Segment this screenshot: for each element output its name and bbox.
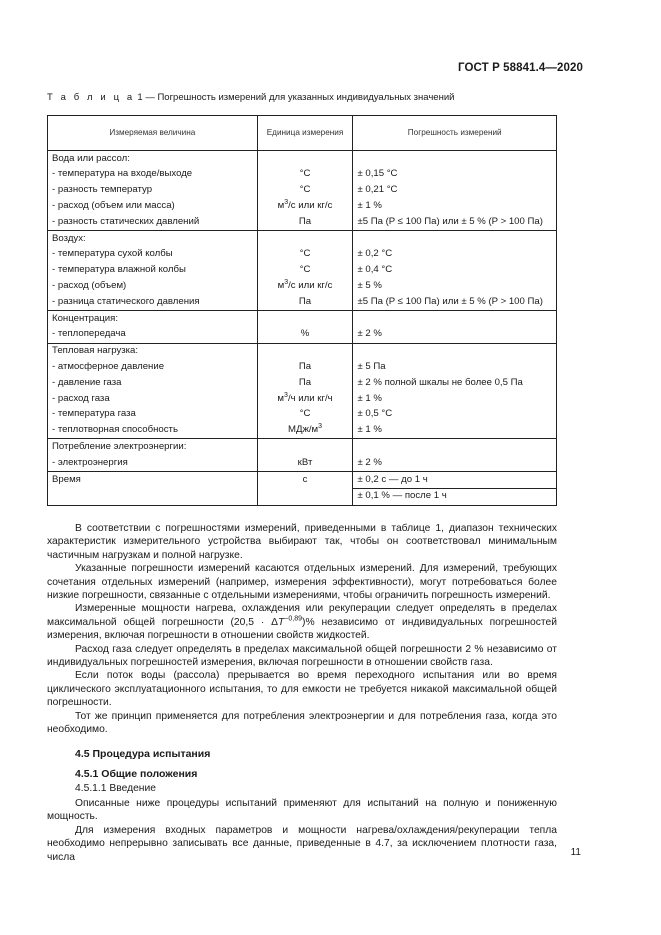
row-error: ± 0,1 % — после 1 ч (353, 488, 557, 505)
table-row (48, 327, 557, 343)
row-unit: Па (257, 294, 353, 310)
row-unit: °C (257, 167, 353, 183)
row-unit: кВт (257, 455, 353, 471)
group-title-row (48, 230, 557, 246)
row-quantity: - разность статических давлений (48, 214, 258, 230)
row-quantity: - температура влажной колбы (48, 263, 258, 279)
group-title: Время (48, 471, 258, 488)
row-quantity: - разность температур (48, 183, 258, 199)
body-paragraphs (47, 522, 557, 737)
table-header-row (48, 116, 557, 151)
subsubsection-heading: 4.5.1.1 Введение (75, 783, 156, 794)
table-row (48, 247, 557, 263)
table-row (48, 294, 557, 310)
paragraph: В соответствии с погрешностями измерений, приведенными в таблице 1, диапазон технических характеристик измерительного устройства выбирают так, чтобы он соответствовал минимальным частичным нагрузкам и полной нагрузке. (47, 523, 557, 561)
table-row (48, 183, 557, 199)
table-row (48, 278, 557, 294)
row-quantity: - расход газа (48, 391, 258, 407)
paragraph: Описанные ниже процедуры испытаний применяют для испытаний на полную и пониженную мощность. (47, 798, 557, 823)
table-caption (47, 92, 454, 103)
group-title-row (48, 151, 557, 167)
section-heading: 4.5 Процедура испытания (75, 748, 211, 760)
row-unit: °C (257, 247, 353, 263)
row-quantity: - электроэнергия (48, 455, 258, 471)
page-number: 11 (570, 847, 581, 858)
section-paragraphs (47, 797, 557, 864)
subsection-heading: 4.5.1 Общие положения (75, 768, 198, 780)
row-quantity: - расход (объем) (48, 278, 258, 294)
row-unit: $м^3/с$ или кг/с (257, 198, 353, 214)
row-error: ± 5 Па (353, 359, 557, 375)
row-error: ± 1 % (353, 198, 557, 214)
table-row (48, 488, 557, 505)
row-unit: Па (257, 359, 353, 375)
row-error: ± 0,2 °C (353, 247, 557, 263)
row-error: ± 2 % (353, 327, 557, 343)
table-row (48, 455, 557, 471)
row-quantity: - атмосферное давление (48, 359, 258, 375)
row-quantity: - температура на входе/выходе (48, 167, 258, 183)
row-error: ± 2 % (353, 455, 557, 471)
paragraph: Тот же принцип применяется для потребления электроэнергии и для потребления газа, когда это необходимо. (47, 710, 557, 736)
row-unit: Па (257, 214, 353, 230)
row-quantity: - теплотворная способность (48, 423, 258, 439)
measurement-error-table (47, 115, 557, 506)
row-quantity: - давление газа (48, 375, 258, 391)
row-quantity: - расход (объем или масса) (48, 198, 258, 214)
header-quantity: Измеряемая величина (48, 116, 258, 151)
group-title-row (48, 439, 557, 455)
row-unit: % (257, 327, 353, 343)
row-error: ± 0,5 °C (353, 407, 557, 423)
row-error: ±5 Па (P ≤ 100 Па) или ± 5 % (P > 100 Па) (353, 294, 557, 310)
row-unit: °C (257, 183, 353, 199)
table-row (48, 214, 557, 230)
row-unit: $м^3/с$ или кг/с (257, 278, 353, 294)
table-row (48, 407, 557, 423)
table-caption-prefix: Т а б л и ц а (47, 92, 135, 103)
row-error: ± 0,2 с — до 1 ч (353, 471, 557, 488)
paragraph: Если поток воды (рассола) прерывается во время переходного испытания или во время циклического эксплуатационного испытания, то для емкости не требуется никакой максимальной общей погрешности. (47, 670, 557, 709)
row-unit: с (257, 471, 353, 488)
row-quantity: - разница статического давления (48, 294, 258, 310)
row-unit: °C (257, 407, 353, 423)
row-error: ±5 Па (P ≤ 100 Па) или ± 5 % (P > 100 Па) (353, 214, 557, 230)
row-quantity: - температура сухой колбы (48, 247, 258, 263)
group-title: Вода или рассол: (48, 151, 258, 167)
header-unit: Единица измерения (257, 116, 353, 151)
row-error: ± 0,4 °C (353, 263, 557, 279)
row-error: ± 5 % (353, 278, 557, 294)
paragraph: Указанные погрешности измерений касаются отдельных измерений. Для измерений, требующих сочетания отдельных измерений (например, измерения эффективности), могут потребоваться более низкие погрешности, связанные с отдельными измерениями, чтобы ограничить погрешность измерений. (47, 563, 557, 602)
table-row (48, 423, 557, 439)
row-unit: Па (257, 375, 353, 391)
header-error: Погрешность измерений (353, 116, 557, 151)
group-title: Потребление электроэнергии: (48, 439, 258, 455)
table-caption-text: 1 — Погрешность измерений для указанных индивидуальных значений (137, 92, 455, 103)
row-unit: °C (257, 263, 353, 279)
row-unit: $м^3/ч$ или кг/ч (257, 391, 353, 407)
table-row (48, 198, 557, 214)
row-error: ± 0,15 °C (353, 167, 557, 183)
table-row (48, 263, 557, 279)
row-quantity: - теплопередача (48, 327, 258, 343)
group-title: Тепловая нагрузка: (48, 343, 258, 359)
paragraph: Расход газа следует определять в пределах максимальной общей погрешности 2 % независимо от индивидуальных погрешностей измерения, включая погрешности в отношении свойств газа. (47, 643, 557, 669)
table-row (48, 359, 557, 375)
table-row (48, 167, 557, 183)
row-error: ± 2 % полной шкалы не более 0,5 Па (353, 375, 557, 391)
row-error: ± 0,21 °C (353, 183, 557, 199)
paragraph: Измеренные мощности нагрева, охлаждения или рекуперации следует определять в пределах максимальной общей погрешности $(20,5 \cdot \Delta T^{-0,89})\%$ независимо от индивидуальных погрешностей измерения, включая погрешности в отношении свойств жидкостей. (47, 603, 558, 642)
group-title-row (48, 343, 557, 359)
group-title: Концентрация: (48, 310, 258, 326)
table-row (48, 375, 557, 391)
group-title: Воздух: (48, 230, 258, 246)
table-row (48, 471, 557, 488)
document-id: ГОСТ Р 58841.4—2020 (458, 62, 583, 74)
paragraph: Для измерения входных параметров и мощности нагрева/охлаждения/рекуперации тепла необходимо непрерывно записывать все данные, приведенные в 4.7, за исключением плотности газа, числа (47, 824, 557, 863)
row-quantity: - температура газа (48, 407, 258, 423)
group-title-row (48, 310, 557, 326)
row-unit: МДж/$м^3$ (257, 423, 353, 439)
table-row (48, 391, 557, 407)
row-error: ± 1 % (353, 423, 557, 439)
row-error: ± 1 % (353, 391, 557, 407)
